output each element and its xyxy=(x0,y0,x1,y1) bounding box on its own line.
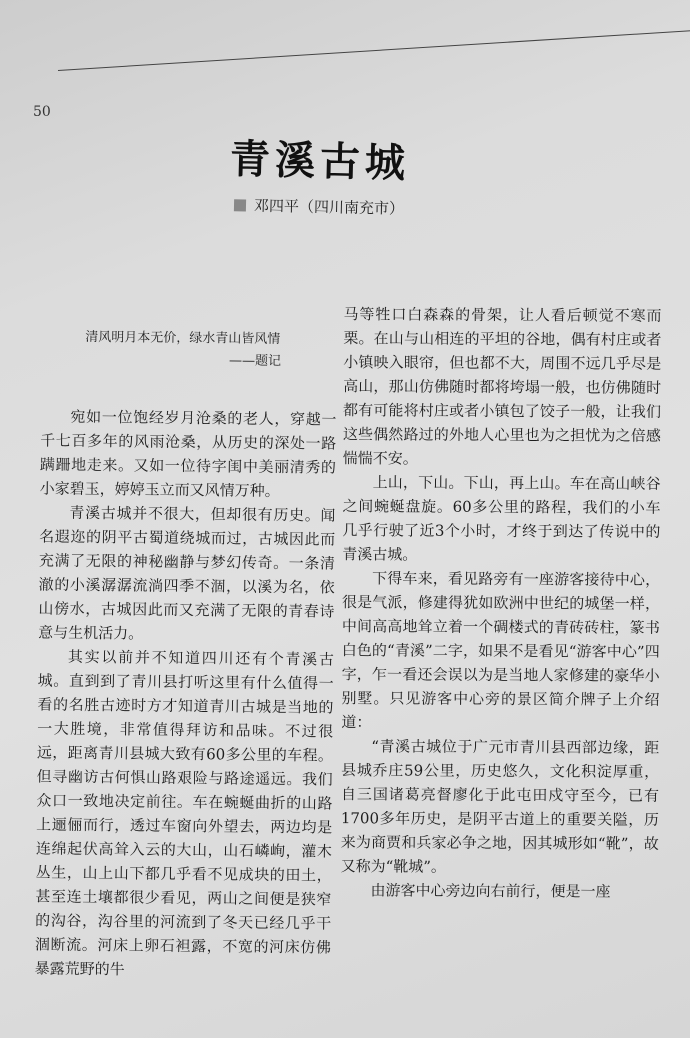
paragraph: 青溪古城并不很大，但却很有历史。闻名遐迩的阴平古蜀道绕城而过，古城因此而充满了无限的神秘幽静与梦幻传奇。一条清澈的小溪潺潺流淌四季不涸，以溪为名，依山傍水，古城因此而又充满了无限的青春诗意与生机活力。 xyxy=(38,503,336,643)
page-number: 50 xyxy=(33,104,51,120)
author-line xyxy=(234,194,404,219)
paragraph: “青溪古城位于广元市青川县西部边缘，距县城乔庄59公里，历史悠久，文化积淀厚重，自三国诸葛亮督廖化于此屯田戍守至今，已有1700多年历史，是阴平古道上的重要关隘，历来为商贾和兵家必争之地，因其城形如“靴”，故又称为“靴城”。 xyxy=(340,737,660,876)
paragraph: 宛如一位饱经岁月沧桑的老人，穿越一千七百多年的风雨沧桑，从历史的深处一路蹒跚地走来。又如一位待字闺中美丽清秀的小家碧玉，婷婷玉立而又风情万种。 xyxy=(39,407,337,500)
article-title: 青溪古城 xyxy=(229,135,411,187)
paragraph: 上山，下山。下山，再上山。车在高山峡谷之间蜿蜒盘旋。60多公里的路程，我们的小车几乎行驶了近3个小时，才终于到达了传说中的青溪古城。 xyxy=(342,473,661,564)
square-bullet-icon xyxy=(234,199,246,211)
paragraph: 马等牲口白森森的骨架，让人看后顿觉不寒而栗。在山与山相连的平坦的谷地，偶有村庄或者小镇映入眼帘，但也都不大，周围不远几乎尽是高山，那山仿佛随时都将垮塌一般，也仿佛随时都有可能将村庄或者小镇包了饺子一般，让我们这些偶然路过的外地人心里也为之担忧为之倍感惴惴不安。 xyxy=(342,305,662,468)
left-column xyxy=(35,326,338,983)
paragraph: 其实以前并不知道四川还有个青溪古城。直到到了青川县打听这里有什么值得一看的名胜古迹时方才知道青川古城是当地的一大胜境，非常值得拜访和品味。不过很远，距离青川县城大致有60多公里的车程。但寻幽访古何惧山路艰险与路途遥远。我们众口一致地决定前往。车在蜿蜒曲折的山路上逦俪而行，透过车窗向外望去，两边均是连绵起伏高耸入云的大山，山石嶙峋，灌木丛生，山上山下都几乎看不见成块的田土，甚至连土壤都很少看见，两山之间便是狭窄的沟谷，沟谷里的河流到了冬天已经几乎干涸断流。河床上卵石袒露，不宽的河床仿佛暴露荒野的牛 xyxy=(34,647,335,979)
epigraph-signature: ——题记 xyxy=(229,353,282,369)
epigraph-line: 清风明月本无价，绿水青山皆风情 xyxy=(85,329,281,347)
right-column xyxy=(340,302,661,904)
paragraph: 由游客中心旁边向右前行，便是一座 xyxy=(370,881,611,901)
header-rule xyxy=(58,30,690,71)
author-name: 邓四平（四川南充市） xyxy=(253,196,405,218)
paragraph: 下得车来，看见路旁有一座游客接待中心，很是气派，修建得犹如欧洲中世纪的城堡一样，中间高高地耸立着一个碉楼式的青砖砖柱，篆书白色的“青溪”二字，如果不是看见“游客中心”四字，乍一看还会误以为是当地人家修建的豪华小别墅。只见游客中心旁的景区简介牌子上介绍道： xyxy=(341,569,661,732)
